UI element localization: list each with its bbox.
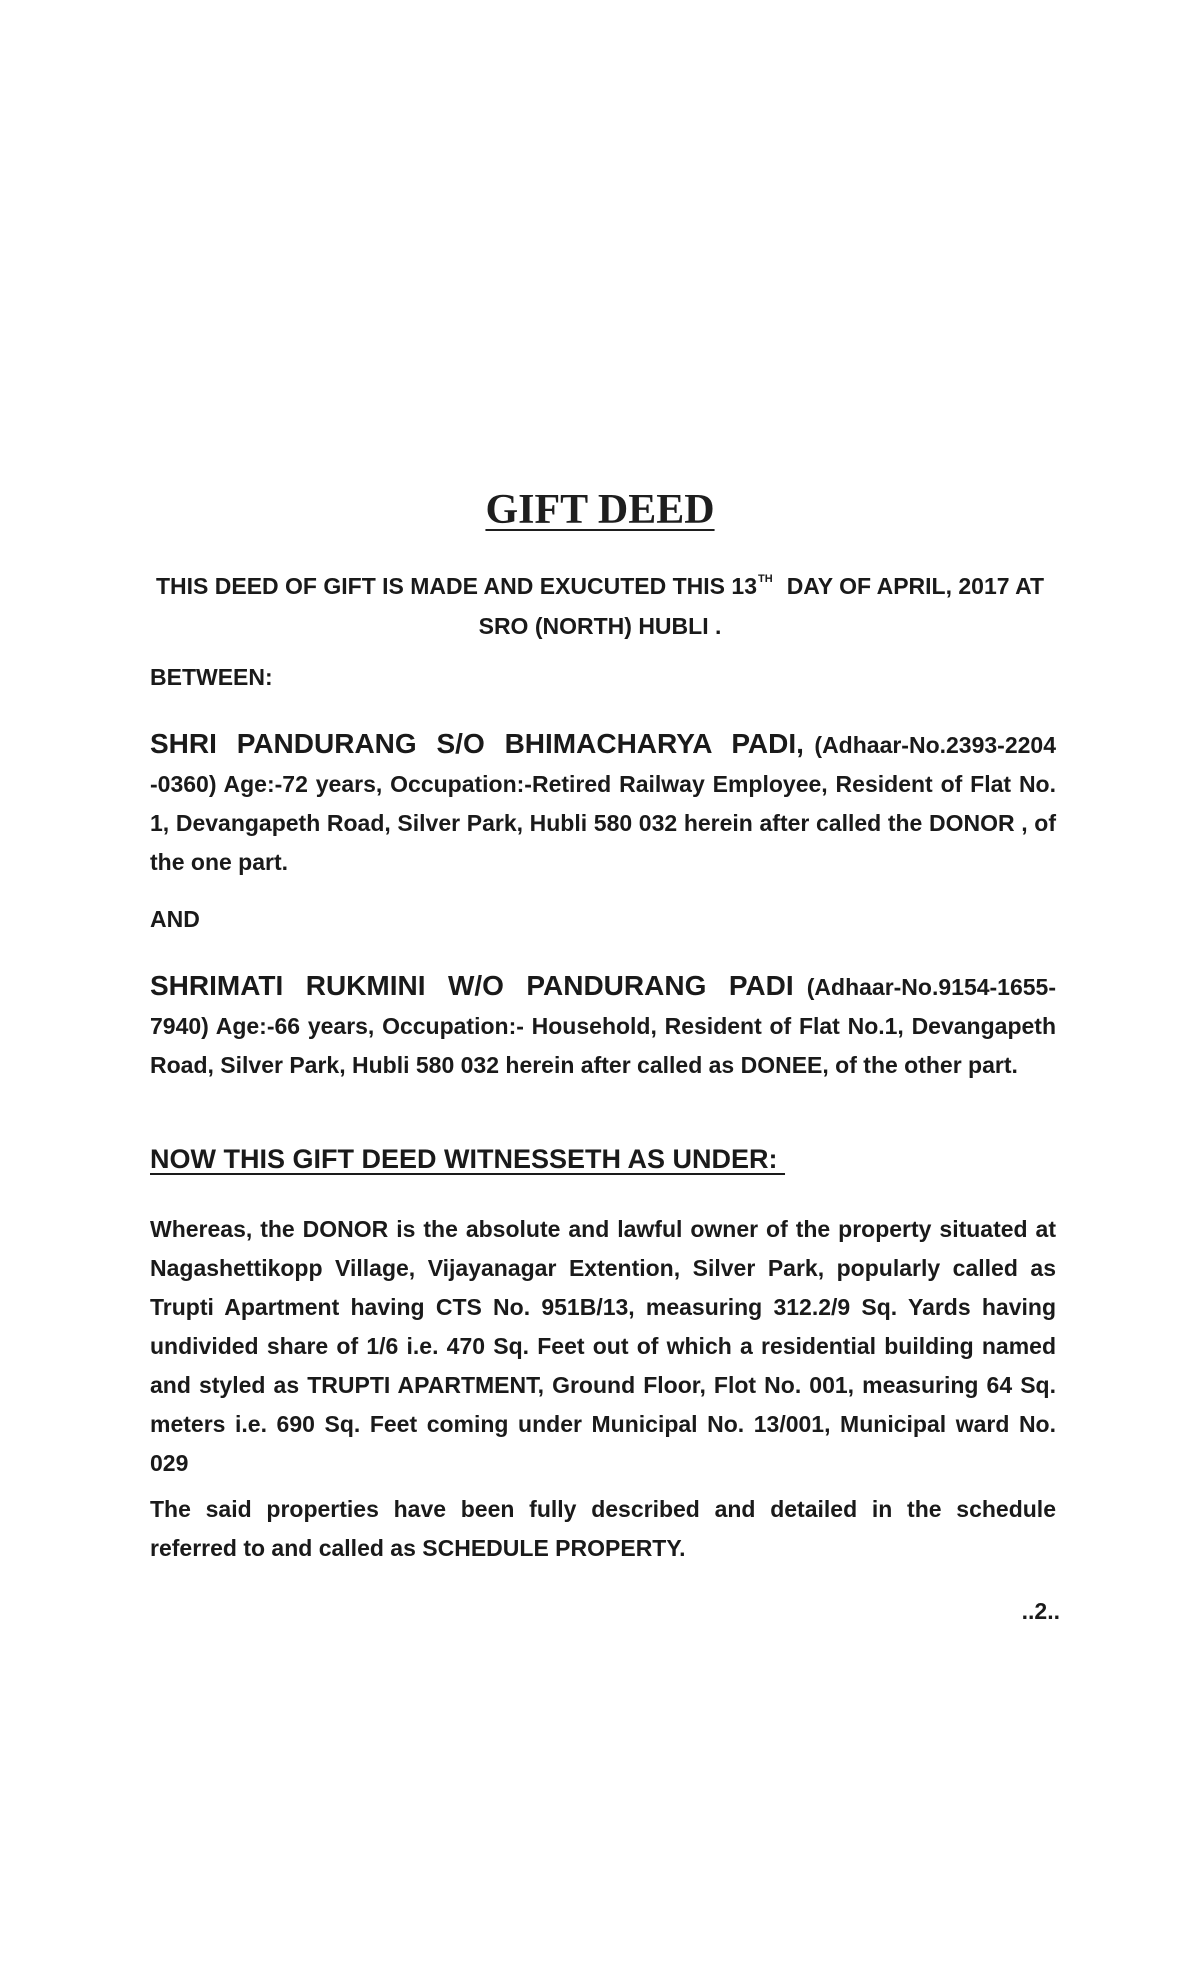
intro-ordinal-suffix: TH xyxy=(758,573,773,585)
intro-line-1-prefix: THIS DEED OF GIFT IS MADE AND EXUCUTED THIS 13 xyxy=(155,573,758,599)
intro-line-1-suffix: DAY OF APRIL, 2017 AT xyxy=(786,573,1045,599)
document-title: GIFT DEED xyxy=(485,487,715,533)
intro-line-1 xyxy=(150,566,1050,606)
donee-details: (Adhaar-No.9154-1655-7940) Age:-66 years, Occupation:- Household, Resident of Flat No.1, Devangapeth Road, Silver Park, Hubli 580 032 herein after called as DONEE, of the other part. xyxy=(150,974,1057,1078)
whereas-paragraph: Whereas, the DONOR is the absolute and lawful owner of the property situated at Nagashettikopp Village, Vijayanagar Extention, Silver Park, popularly called as Trupti Apartment having CTS No. 951B/13, measuring 312.2/9 Sq. Yards having undivided share of 1/6 i.e. 470 Sq. Feet out of which a residential building named and styled as TRUPTI APARTMENT, Ground Floor, Flot No. 001, measuring 64 Sq. meters i.e. 690 Sq. Feet coming under Municipal No. 13/001, Municipal ward No. 029 xyxy=(150,1216,1056,1476)
witness-heading: NOW THIS GIFT DEED WITNESSETH AS UNDER: xyxy=(150,1144,786,1174)
page-number-marker: ..2.. xyxy=(1021,1598,1060,1624)
intro-statement xyxy=(150,566,1050,646)
donor-paragraph xyxy=(150,724,1056,882)
donee-paragraph xyxy=(150,966,1056,1085)
and-label: AND xyxy=(150,906,200,932)
donor-details: (Adhaar-No.2393-2204 -0360) Age:-72 years, Occupation:-Retired Railway Employee, Resident of Flat No. 1, Devangapeth Road, Silver Park, Hubli 580 032 herein after called the DONOR , of the one part. xyxy=(150,732,1057,875)
between-label: BETWEEN: xyxy=(150,664,273,690)
intro-line-2: SRO (NORTH) HUBLI . xyxy=(478,613,722,639)
donor-name: SHRI PANDURANG S/O BHIMACHARYA PADI, xyxy=(150,728,804,759)
schedule-paragraph: The said properties have been fully described and detailed in the schedule referred to and called as SCHEDULE PROPERTY. xyxy=(150,1496,1056,1561)
donee-name: SHRIMATI RUKMINI W/O PANDURANG PADI xyxy=(150,970,794,1001)
